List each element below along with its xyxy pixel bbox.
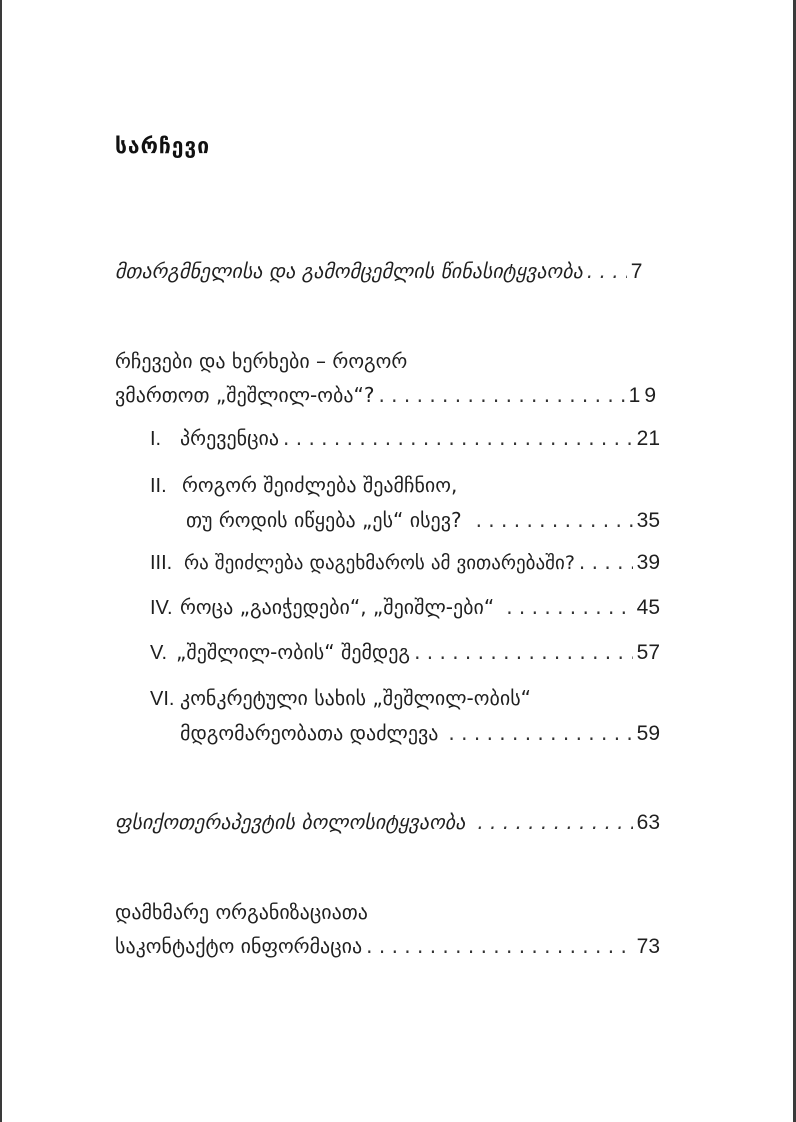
chapter-numeral: I. [150,428,162,450]
leader-dots [587,256,627,286]
leader-dots [366,931,633,961]
chapter-numeral: V. [150,642,168,664]
toc-page-number: 39 [636,551,660,574]
toc-entry-chapter-6[interactable] [150,683,660,749]
chapter-numeral: III. [150,552,173,574]
toc-entry-chapter-2[interactable] [150,470,660,536]
chapter-numeral: II. [150,475,167,497]
toc-page-number: 57 [636,641,660,664]
toc-entry-text: პრევენცია [180,426,280,450]
toc-entry-text: თუ როდის იწყება „ეს“ ისევ? [186,508,462,532]
toc-entry-text: რჩევები და ხერხები – როგორ [115,349,408,373]
toc-entry-text: კონკრეტული სახის „შეშლილ-ობის“ [180,686,532,710]
leader-dots [448,718,632,748]
toc-entry-text: დამხმარე ორგანიზაციათა [115,900,368,924]
toc-page-number: 63 [636,811,660,834]
toc-entry-text: მთარგმნელისა და გამომცემლის წინასიტყვაობა [115,259,583,283]
toc-page-number: 59 [636,722,660,745]
toc-title: სარჩევი [115,134,211,158]
toc-entry-text: რა შეიძლება დაგეხმაროს ამ ვითარებაში? [184,552,575,574]
leader-dots [378,380,624,410]
toc-entry-chapter-5[interactable] [150,637,660,668]
leader-dots [414,637,633,667]
toc-entry-chapter-1[interactable] [150,423,660,454]
toc-entry-text: მდგომარეობათა დაძლევა [180,721,439,745]
toc-entry-tips[interactable] [115,346,660,411]
chapter-numeral: VI. [150,688,175,710]
toc-entry-text: საკონტაქტო ინფორმაცია [115,934,363,958]
toc-entry-text: ფსიქოთერაპევტის ბოლოსიტყვაობა [115,810,466,834]
toc-page-number: 45 [636,596,660,619]
toc-entry-text: როცა „გაიჭედები“, „შეიშლ-ები“ [180,595,495,619]
leader-dots [477,807,632,837]
leader-dots [476,505,633,535]
toc-page-number: 73 [636,935,660,958]
toc-entry-text: ვმართოთ „შეშლილ-ობა“? [115,383,375,407]
toc-entry-afterword[interactable] [115,807,660,838]
leader-dots [283,423,633,453]
page-edge-left [0,0,2,1122]
leader-dots [579,547,633,577]
toc-entry-contacts[interactable] [115,897,660,962]
toc-page-number: 19 [628,384,660,407]
toc-entry-foreword[interactable] [115,256,660,287]
toc-entry-chapter-3[interactable] [150,547,660,578]
toc-entry-chapter-4[interactable] [150,592,660,623]
toc-entry-text: როგორ შეიძლება შეამჩნიო, [182,473,458,497]
toc-page-number: 7 [630,260,643,283]
toc-page-number: 21 [636,427,660,450]
chapter-numeral: IV. [150,597,173,619]
toc-entry-text: „შეშლილ-ობის“ შემდეგ [176,640,411,664]
leader-dots [506,592,632,622]
toc-page-number: 35 [636,509,660,532]
